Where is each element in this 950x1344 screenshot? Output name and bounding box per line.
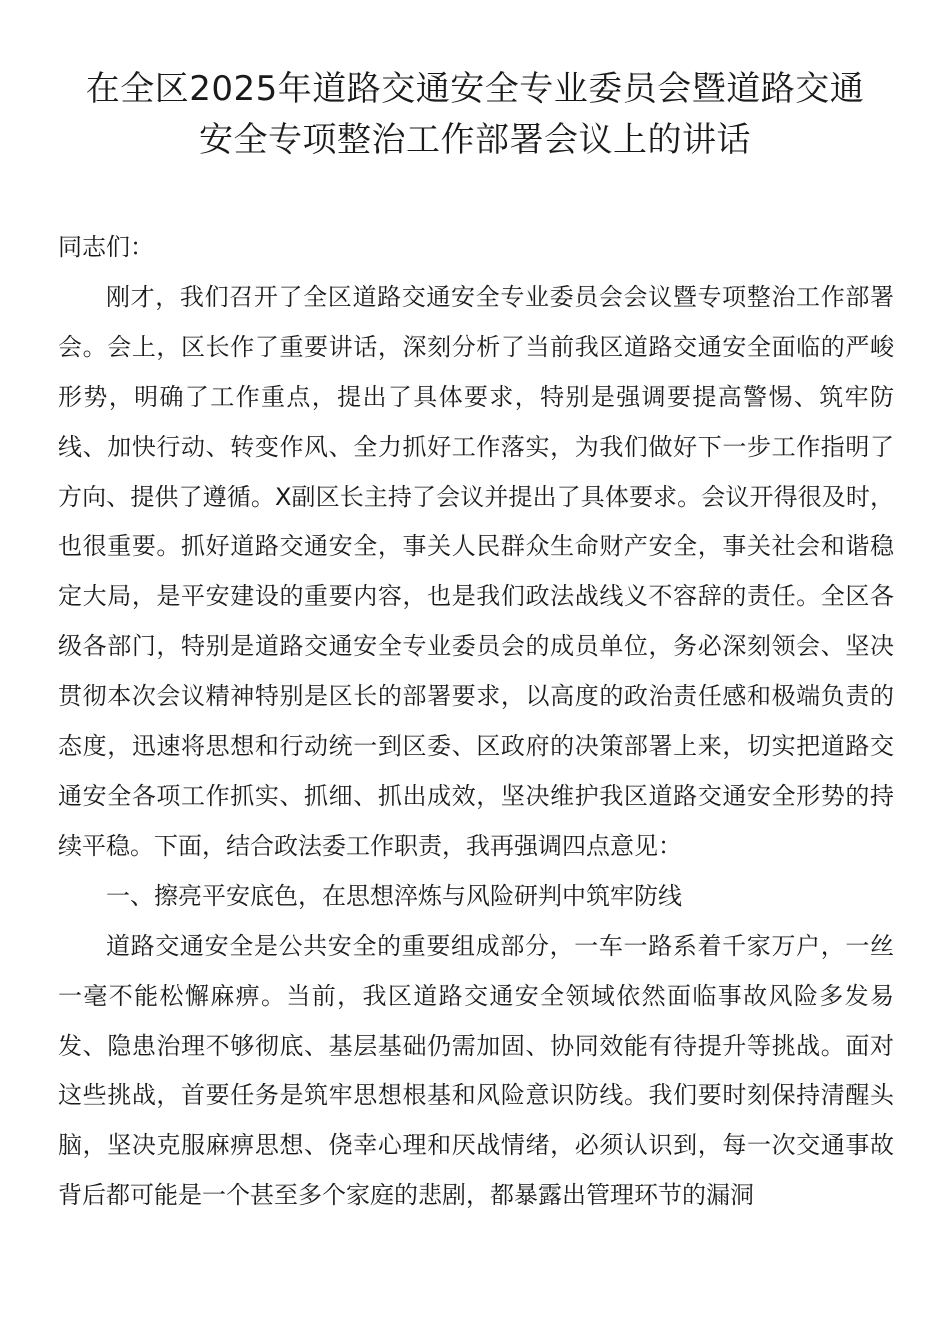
document-title xyxy=(40,64,910,166)
title-line-1: 在全区2025年道路交通安全专业委员会暨道路交通 xyxy=(85,69,865,109)
salutation: 同志们： xyxy=(58,233,154,261)
title-line-2: 安全专项整治工作部署会议上的讲话 xyxy=(199,120,751,160)
document-body xyxy=(58,223,894,1221)
paragraph-2: 道路交通安全是公共安全的重要组成部分，一车一路系着千家万户，一丝一毫不能松懈麻痹。当前，我区道路交通安全领域依然面临事故风险多发易发、隐患治理不够彻底、基层基础仍需加固、协同效能有待提升等挑战。面对这些挑战，首要任务是筑牢思想根基和风险意识防线。我们要时刻保持清醒头脑，坚决克服麻痹思想、侥幸心理和厌战情绪，必须认识到，每一次交通事故背后都可能是一个甚至多个家庭的悲剧，都暴露出管理环节的漏洞 xyxy=(58,931,894,1210)
paragraph-1: 刚才，我们召开了全区道路交通安全专业委员会会议暨专项整治工作部署会。会上，区长作了重要讲话，深刻分析了当前我区道路交通安全面临的严峻形势，明确了工作重点，提出了具体要求，特别是强调要提高警惕、筑牢防线、加快行动、转变作风、全力抓好工作落实，为我们做好下一步工作指明了方向、提供了遵循。X副区长主持了会议并提出了具体要求。会议开得很及时，也很重要。抓好道路交通安全，事关人民群众生命财产安全，事关社会和谐稳定大局，是平安建设的重要内容，也是我们政法战线义不容辞的责任。全区各级各部门，特别是道路交通安全专业委员会的成员单位，务必深刻领会、坚决贯彻本次会议精神特别是区长的部署要求，以高度的政治责任感和极端负责的态度，迅速将思想和行动统一到区委、区政府的决策部署上来，切实把道路交通安全各项工作抓实、抓细、抓出成效，坚决维护我区道路交通安全形势的持续平稳。下面，结合政法委工作职责，我再强调四点意见： xyxy=(58,282,894,860)
section-1-heading: 一、擦亮平安底色，在思想淬炼与风险研判中筑牢防线 xyxy=(106,881,682,910)
